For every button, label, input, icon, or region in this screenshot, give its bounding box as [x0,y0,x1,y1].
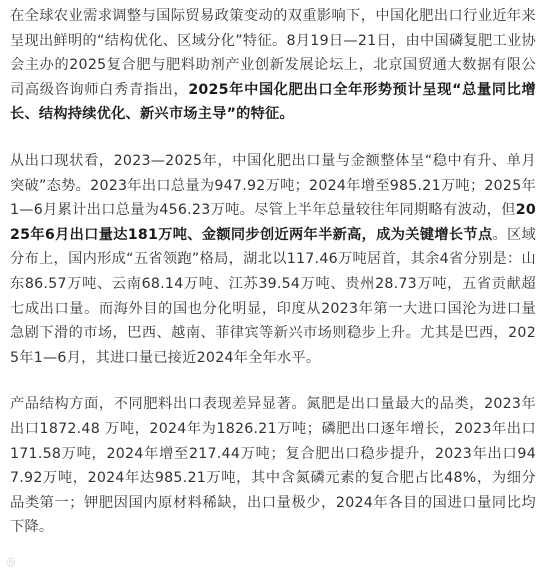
export-status-highlight: 2025年6月出口量达181万吨、金额同步创近两年半新高，成为关键增长节点 [10,202,536,243]
export-status-text: 从出口现状看，2023—2025年，中国化肥出口量与金额整体呈“稳中有升、单月突破”态势。2023年出口总量为947.92万吨；2024年增至985.21万吨；2025年1—6月累计出口总量为456.23万吨。尽管上半年总量较往年同期略有波动，但 [10,152,536,219]
intro-highlight: 2025年中国化肥出口全年形势预计呈现“总量同比增长、结构持续优化、新兴市场主导” [10,81,536,123]
export-status-text-rest: 。区域分布上，国内形成“五省领跑”格局，湖北以117.46万吨居首，其余4省分别是：山东86.57万吨、云南68.14万吨、江苏39.54万吨、贵州28.73万吨，五省贡献超七成出口量。而海外目的国也分化明显，印度从2023年第一大进口国沦为进口量急剧下滑的市场，巴西、越南、菲律宾等新兴市场则稳步上升。尤其是巴西，2025年1—6月，其进口量已接近2024年全年水平。 [10,226,536,366]
intro-text: 在全球农业需求调整与国际贸易政策变动的双重影响下，中国化肥出口行业近年来呈现出鲜明的“结构优化、区域分化”特征。8月19日—21日，由中国磷复肥工业协会主办的2025复合肥与肥料助剂产业创新发展论坛上，北京国贸通大数据有限公司高级咨询师白秀青指出， [10,8,536,98]
paragraph-product-structure [10,392,536,540]
watermark-logo: ◎ [6,555,16,568]
product-structure-text: 产品结构方面，不同肥料出口表现差异显著。氮肥是出口量最大的品类，2023年出口1872.48 万吨，2024年为1826.21万吨；磷肥出口逐年增长，2023年出口171.58万吨，2024年增至217.44万吨；复合肥出口稳步提升，2023年出口947.92万吨，2024年达985.21万吨，其中含氮磷元素的复合肥占比48%，为细分品类第一；钾肥因国内原材料稀缺，出口量极少，2024年各目的国进口量同比均下降。 [10,396,536,536]
paragraph-export-status [10,149,536,370]
article-body [10,4,536,540]
intro-highlight-end: 的特征。 [236,106,294,123]
paragraph-intro [10,4,536,127]
